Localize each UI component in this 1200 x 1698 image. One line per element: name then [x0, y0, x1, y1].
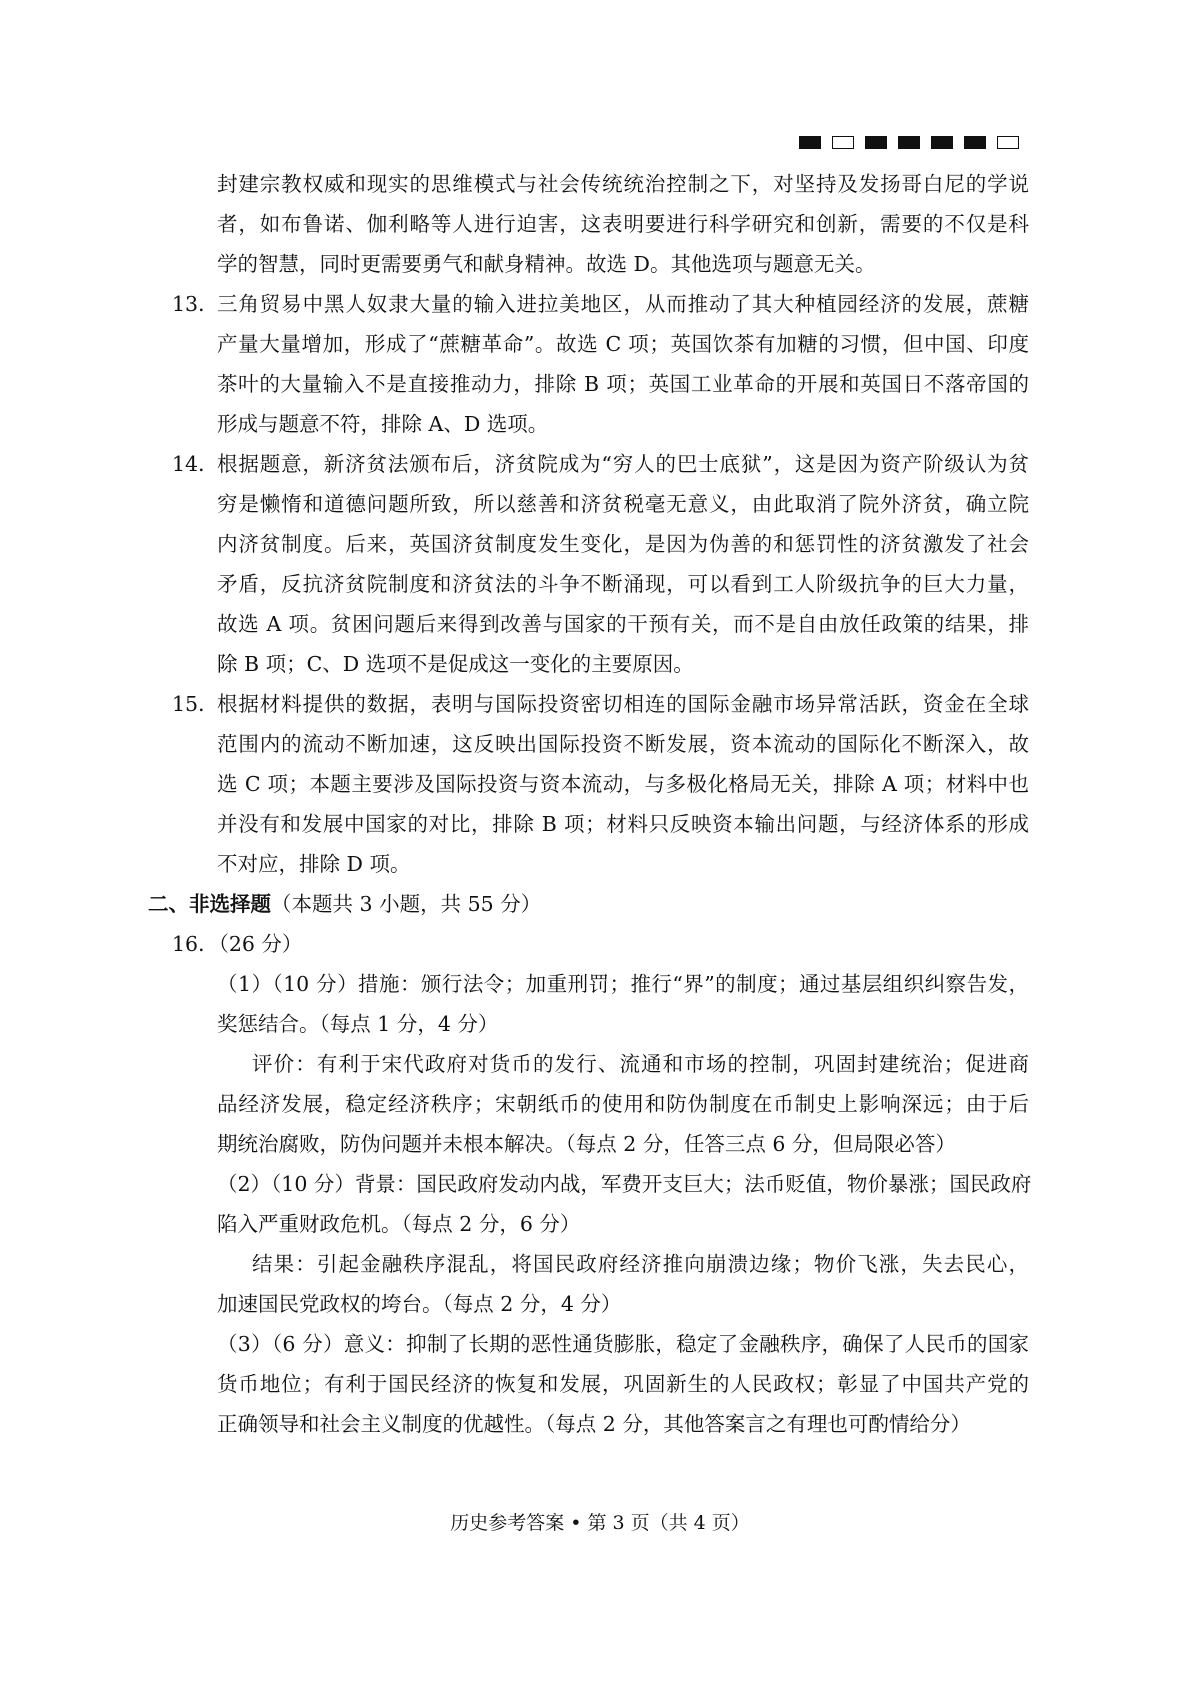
text-line: 形成与题意不符，排除 A、D 选项。 — [217, 412, 549, 436]
text-line: 根据题意，新济贫法颁布后，济贫院成为“穷人的巴士底狱”，这是因为资产阶级认为贫 — [217, 452, 1029, 476]
text-line: 者，如布鲁诺、伽利略等人进行迫害，这表明要进行科学研究和创新，需要的不仅是科 — [217, 212, 1029, 236]
header-mark — [799, 136, 821, 149]
text-line: 穷是懒惰和道德问题所致，所以慈善和济贫税毫无意义，由此取消了院外济贫，确立院 — [217, 492, 1029, 516]
header-mark — [865, 136, 887, 149]
text-line: 奖惩结合。（每点 1 分，4 分） — [217, 1012, 499, 1036]
text-line: （1）（10 分）措施：颁行法令；加重刑罚；推行“界”的制度；通过基层组织纠察告发， — [217, 972, 1029, 996]
text-line: 矛盾，反抗济贫院制度和济贫法的斗争不断涌现，可以看到工人阶级抗争的巨大力量， — [217, 572, 1029, 596]
text-line: 故选 A 项。贫困问题后来得到改善与国家的干预有关，而不是自由放任政策的结果，排 — [217, 612, 1029, 636]
text-line: 封建宗教权威和现实的思维模式与社会传统统治控制之下，对坚持及发扬哥白尼的学说 — [217, 172, 1029, 196]
text-line: 学的智慧，同时更需要勇气和献身精神。故选 D。其他选项与题意无关。 — [217, 252, 876, 276]
text-line: 根据材料提供的数据，表明与国际投资密切相连的国际金融市场异常活跃，资金在全球 — [217, 692, 1029, 716]
header-mark — [931, 136, 953, 149]
question-number: 14． — [172, 452, 219, 476]
header-mark — [997, 136, 1019, 149]
text-line: 品经济发展，稳定经济秩序；宋朝纸币的使用和防伪制度在币制史上影响深远；由于后 — [217, 1092, 1029, 1116]
section-title: 二、非选择题 — [148, 892, 271, 916]
header-mark — [898, 136, 920, 149]
question-number: 13． — [172, 292, 219, 316]
text-line: 货币地位；有利于国民经济的恢复和发展，巩固新生的人民政权；彰显了中国共产党的 — [217, 1372, 1029, 1396]
text-line: 内济贫制度。后来，英国济贫制度发生变化，是因为伪善的和惩罚性的济贫激发了社会 — [217, 532, 1029, 556]
text-line: 产量大量增加，形成了“蔗糖革命”。故选 C 项；英国饮茶有加糖的习惯，但中国、印度 — [217, 332, 1029, 356]
text-line: （2）（10 分）背景：国民政府发动内战，军费开支巨大；法币贬值，物价暴涨；国民政府 — [217, 1172, 1032, 1196]
text-line: 并没有和发展中国家的对比，排除 B 项；材料只反映资本输出问题，与经济体系的形成 — [217, 812, 1029, 836]
section-note: （本题共 3 小题，共 55 分） — [271, 892, 542, 916]
text-line: 除 B 项；C、D 选项不是促成这一变化的主要原因。 — [217, 652, 694, 676]
text-line: 期统治腐败，防伪问题并未根本解决。（每点 2 分，任答三点 6 分，但局限必答） — [217, 1132, 956, 1156]
section-heading — [148, 884, 541, 924]
text-line: 茶叶的大量输入不是直接推动力，排除 B 项；英国工业革命的开展和英国日不落帝国的 — [217, 372, 1029, 396]
header-marks — [799, 136, 1019, 149]
text-line: 正确领导和社会主义制度的优越性。（每点 2 分，其他答案言之有理也可酌情给分） — [217, 1412, 971, 1436]
text-line: 范围内的流动不断加速，这反映出国际投资不断发展，资本流动的国际化不断深入，故 — [217, 732, 1029, 756]
header-mark — [832, 136, 854, 149]
text-line: （3）（6 分）意义：抑制了长期的恶性通货膨胀，稳定了金融秩序，确保了人民币的国家 — [217, 1332, 1029, 1356]
page-footer: 历史参考答案 • 第 3 页（共 4 页） — [450, 1512, 750, 1534]
text-line: 选 C 项；本题主要涉及国际投资与资本流动，与多极化格局无关，排除 A 项；材料中也 — [217, 772, 1029, 796]
text-line: 不对应，排除 D 项。 — [217, 852, 411, 876]
text-line: 结果：引起金融秩序混乱，将国民政府经济推向崩溃边缘；物价飞涨，失去民心， — [252, 1252, 1029, 1276]
text-line: 加速国民党政权的垮台。（每点 2 分，4 分） — [217, 1292, 622, 1316]
text-line: 三角贸易中黑人奴隶大量的输入进拉美地区，从而推动了其大种植园经济的发展，蔗糖 — [217, 292, 1029, 316]
text-line: 陷入严重财政危机。（每点 2 分，6 分） — [217, 1212, 581, 1236]
text-line: 评价：有利于宋代政府对货币的发行、流通和市场的控制，巩固封建统治；促进商 — [252, 1052, 1029, 1076]
question-number: 15． — [172, 692, 219, 716]
question-number: 16．（26 分） — [172, 932, 303, 956]
header-mark — [964, 136, 986, 149]
